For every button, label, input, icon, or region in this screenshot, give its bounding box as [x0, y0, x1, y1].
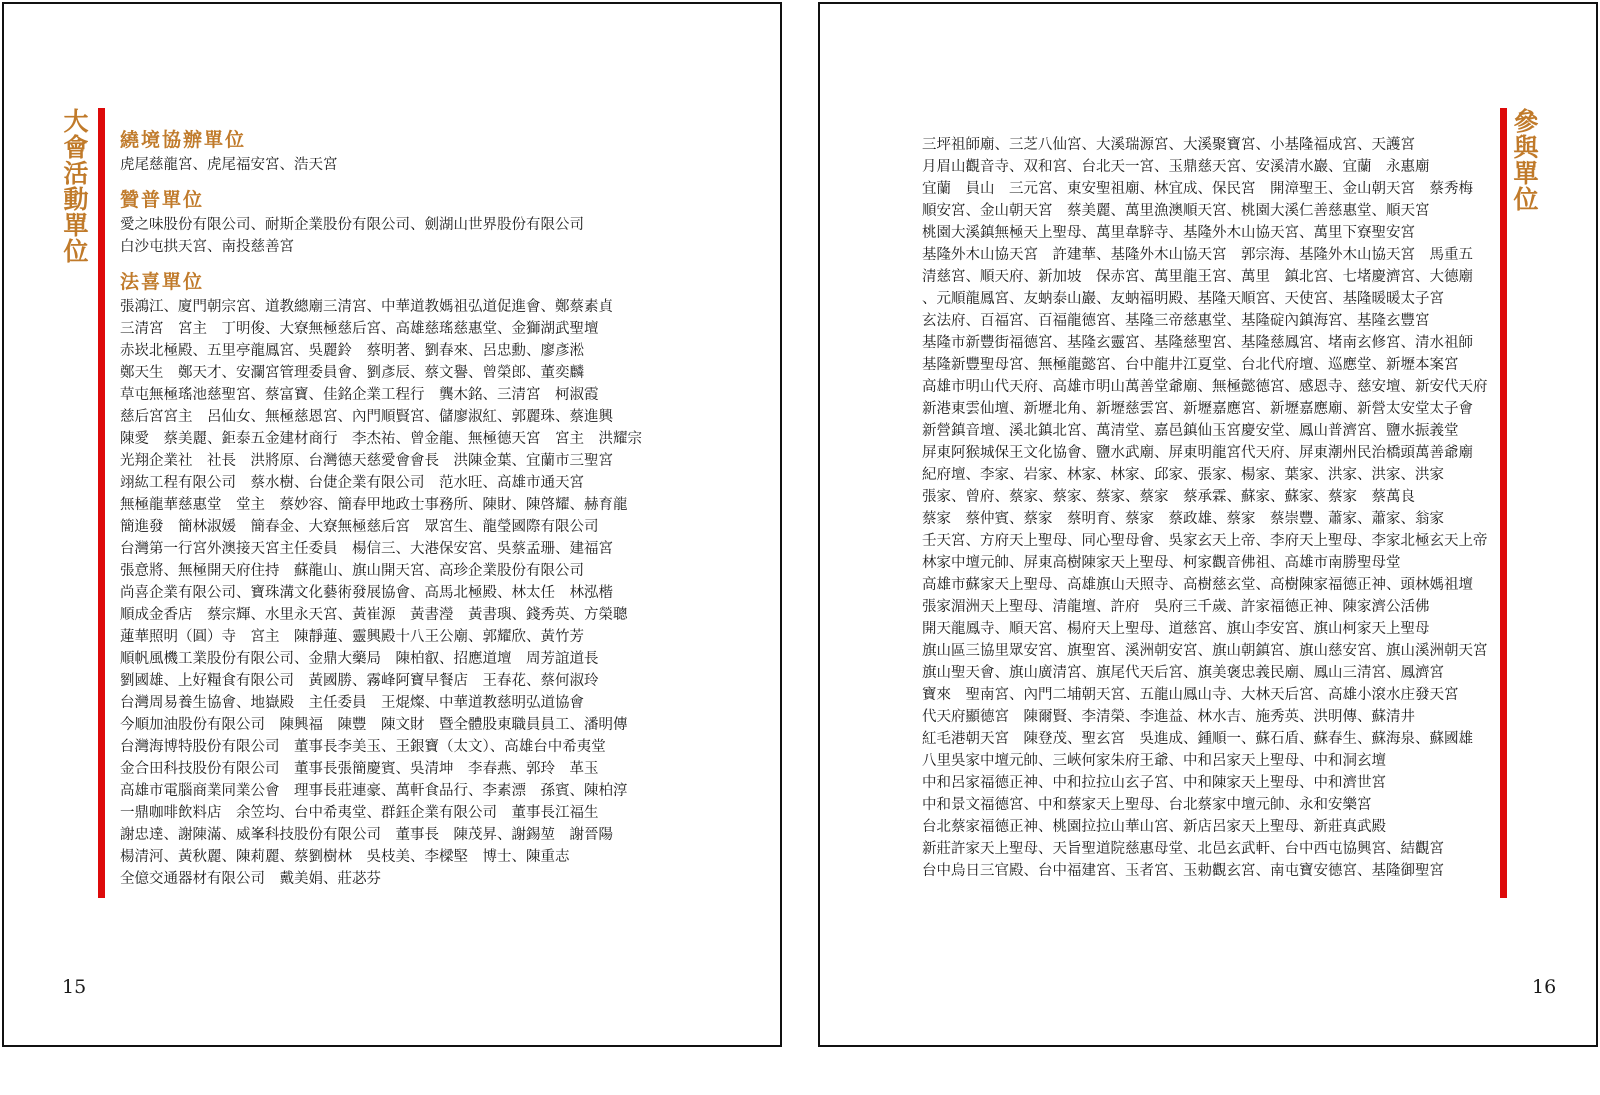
- text-line: 新營鎮音壇、溪北鎮北宮、萬清堂、嘉邑鎮仙玉宮慶安堂、鳳山普濟宮、鹽水振義堂: [922, 423, 1459, 439]
- text-line: 八里吳家中壇元帥、三峽何家朱府王爺、中和呂家天上聖母、中和洞玄壇: [922, 753, 1386, 769]
- text-line: 高雄市蘇家天上聖母、高雄旗山天照寺、高樹慈玄堂、高樹陳家福德正神、頭林媽祖壇: [922, 577, 1473, 593]
- text-line: 台灣海博特股份有限公司 董事長李美玉、王銀寶（太文）、高雄台中希夷堂: [120, 739, 606, 755]
- text-line: 光翔企業社 社長 洪將原、台灣德天慈愛會會長 洪陳金葉、宜蘭市三聖宮: [120, 453, 613, 469]
- text-line: 基隆市新豐街福德宮、基隆玄靈宮、基隆慈聖宮、基隆慈鳳宮、堵南玄修宮、清水祖師: [922, 335, 1473, 351]
- text-line: 紀府壇、李家、岩家、林家、林家、邱家、張家、楊家、葉家、洪家、洪家、洪家: [922, 467, 1444, 483]
- text-line: 開天龍鳳寺、順天宮、楊府天上聖母、道慈宮、旗山李安宮、旗山柯家天上聖母: [922, 621, 1430, 637]
- text-line: 鄭天生 鄭天才、安瀾宮管理委員會、劉彥辰、蔡文譽、曾榮郎、董奕麟: [120, 365, 584, 381]
- text-line: 基隆外木山協天宮 許建華、基隆外木山協天宮 郭宗海、基隆外木山協天宮 馬重五: [922, 247, 1473, 263]
- right-vertical-title: 參與單位: [1510, 108, 1539, 212]
- text-line: 三清宮 宮主 丁明俊、大寮無極慈后宮、高雄慈瑤慈惠堂、金獅湖武聖壇: [120, 321, 599, 337]
- text-line: 中和呂家福德正神、中和拉拉山玄子宮、中和陳家天上聖母、中和濟世宮: [922, 775, 1386, 791]
- text-line: 三坪祖師廟、三芝八仙宮、大溪瑞源宮、大溪聚寶宮、小基隆福成宮、天護宮: [922, 137, 1415, 153]
- text-line: 張鴻江、廈門朝宗宮、道教總廟三清宮、中華道教媽祖弘道促進會、鄭蔡素貞: [120, 299, 613, 315]
- text-line: 金合田科技股份有限公司 董事長張簡慶賓、吳清坤 李春燕、郭玲 革玉: [120, 761, 599, 777]
- left-page: [2, 2, 782, 1047]
- left-red-bar: [98, 108, 105, 898]
- text-line: 紅毛港朝天宮 陳登茂、聖玄宮 吳進成、鍾順一、蘇石盾、蘇春生、蘇海泉、蘇國雄: [922, 731, 1473, 747]
- text-line: 楊清河、黃秋麗、陳莉麗、蔡劉樹林 吳枝美、李樑堅 博士、陳重志: [120, 849, 570, 865]
- text-line: 草屯無極瑤池慈聖宮、蔡富寶、佳銘企業工程行 龔木銘、三清宮 柯淑霞: [120, 387, 599, 403]
- text-line: 張家、曾府、蔡家、蔡家、蔡家、蔡家 蔡承霖、蘇家、蘇家、蔡家 蔡萬良: [922, 489, 1415, 505]
- text-line: 順成金香店 蔡宗輝、水里永天宮、黃崔源 黃書瀅 黃書璵、錢秀英、方榮聰: [120, 607, 628, 623]
- right-page: [818, 2, 1598, 1047]
- text-line: 屏東阿猴城保王文化協會、鹽水武廟、屏東明龍宮代天府、屏東潮州民治橋頭萬善爺廟: [922, 445, 1473, 461]
- text-line: 、元順龍鳳宮、友蚋泰山巖、友蚋福明殿、基隆天順宮、天使宮、基隆暖暖太子宮: [922, 291, 1444, 307]
- text-line: 新莊許家天上聖母、天旨聖道院慈惠母堂、北邑玄武軒、台中西屯協興宮、結觀宮: [922, 841, 1444, 857]
- text-line: 基隆新豐聖母宮、無極龍懿宮、台中龍井江夏堂、台北代府壇、巡應堂、新壢本案宮: [922, 357, 1459, 373]
- text-line: 謝忠達、謝陳滿、威峯科技股份有限公司 董事長 陳茂昇、謝錫堃 謝晉陽: [120, 827, 613, 843]
- text-line: 台中烏日三官殿、台中福建宮、玉者宮、玉勅觀玄宮、南屯寶安德宮、基隆御聖宮: [922, 863, 1444, 879]
- text-line: 順安宮、金山朝天宮 蔡美麗、萬里漁澳順天宮、桃園大溪仁善慈惠堂、順天宮: [922, 203, 1430, 219]
- text-line: 蓮華照明（圓）寺 宮主 陳靜蓮、靈興殿十八王公廟、郭耀欣、黃竹芳: [120, 629, 584, 645]
- text-line: 尚喜企業有限公司、寶珠溝文化藝術發展協會、高馬北極殿、林太任 林泓楷: [120, 585, 613, 601]
- text-line: 劉國雄、上好糧食有限公司 黃國勝、霧峰阿寶早餐店 王春花、蔡何淑玲: [120, 673, 599, 689]
- text-line: 陳愛 蔡美麗、鉅泰五金建材商行 李杰祐、曾金龍、無極德天宮 宮主 洪耀宗: [120, 431, 642, 447]
- text-line: 旗山區三協里眾安宮、旗聖宮、溪洲朝安宮、旗山朝鎮宮、旗山慈安宮、旗山溪洲朝天宮: [922, 643, 1487, 659]
- text-line: 高雄市明山代天府、高雄市明山萬善堂爺廟、無極懿德宮、感恩寺、慈安壇、新安代天府: [922, 379, 1487, 395]
- text-line: 清慈宮、順天府、新加坡 保赤宮、萬里龍王宮、萬里 鎮北宮、七堵慶濟宮、大德廟: [922, 269, 1473, 285]
- text-line: 台灣第一行宮外澳接天宮主任委員 楊信三、大港保安宮、吳蔡孟珊、建福宮: [120, 541, 613, 557]
- right-content: [922, 134, 1487, 882]
- section-body: [120, 214, 680, 258]
- section-heading: 繞境協辦單位: [120, 129, 247, 151]
- text-line: 宜蘭 員山 三元宮、東安聖祖廟、林宜成、保民宮 開漳聖王、金山朝天宮 蔡秀梅: [922, 181, 1473, 197]
- text-line: 張意將、無極開天府住持 蘇龍山、旗山開天宮、高珍企業股份有限公司: [120, 563, 584, 579]
- text-line: 簡進發 簡林淑媛 簡春金、大寮無極慈后宮 眾宮生、龍瑩國際有限公司: [120, 519, 599, 535]
- text-line: 赤崁北極殿、五里亭龍鳳宮、吳麗鈴 蔡明著、劉春來、呂忠勳、廖彥淞: [120, 343, 584, 359]
- text-line: 桃園大溪鎮無極天上聖母、萬里韋騂寺、基隆外木山協天宮、萬里下寮聖安宮: [922, 225, 1415, 241]
- text-line: 玄法府、百福宮、百福龍德宮、基隆三帝慈惠堂、基隆碇內鎮海宮、基隆玄豐宮: [922, 313, 1430, 329]
- text-line: 高雄市電腦商業同業公會 理事長莊連豪、萬軒食品行、李素漂 孫賓、陳柏淳: [120, 783, 628, 799]
- right-page-number: 16: [1532, 976, 1557, 998]
- text-line: 台灣周易養生協會、地嶽殿 主任委員 王焜燦、中華道教慈明弘道協會: [120, 695, 584, 711]
- left-content: [120, 128, 680, 902]
- text-line: 蔡家 蔡仲賓、蔡家 蔡明育、蔡家 蔡政雄、蔡家 蔡崇豐、蕭家、蕭家、翁家: [922, 511, 1444, 527]
- text-line: 張家湄洲天上聖母、清龍壇、許府 吳府三千歲、許家福德正神、陳家濟公活佛: [922, 599, 1430, 615]
- section-body: [120, 296, 680, 890]
- text-line: 全億交通器材有限公司 戴美娟、莊苾芬: [120, 871, 381, 887]
- text-line: 寶來 聖南宮、內門二埔朝天宮、五龍山鳳山寺、大林天后宮、高雄小滾水庄發天宮: [922, 687, 1459, 703]
- text-line: 虎尾慈龍宮、虎尾福安宮、浩天宮: [120, 157, 338, 173]
- text-line: 翊紘工程有限公司 蔡水樹、台倢企業有限公司 范水旺、高雄市通天宮: [120, 475, 584, 491]
- text-line: 壬天宮、方府天上聖母、同心聖母會、吳家玄天上帝、李府天上聖母、李家北極玄天上帝: [922, 533, 1487, 549]
- section-heading: 法喜單位: [120, 271, 205, 293]
- text-line: 慈后宮宮主 呂仙女、無極慈恩宮、內門順賢宮、儲廖淑紅、郭麗珠、蔡進興: [120, 409, 613, 425]
- text-line: 台北蔡家福德正神、桃園拉拉山華山宮、新店呂家天上聖母、新莊真武殿: [922, 819, 1386, 835]
- text-line: 月眉山觀音寺、双和宮、台北天一宮、玉鼎慈天宮、安溪清水巖、宜蘭 永惠廟: [922, 159, 1430, 175]
- text-line: 林家中壇元帥、屏東高樹陳家天上聖母、柯家觀音佛祖、高雄市南勝聖母堂: [922, 555, 1401, 571]
- text-line: 一鼎咖啡飲料店 余笠均、台中希夷堂、群鈺企業有限公司 董事長江福生: [120, 805, 599, 821]
- text-line: 白沙屯拱天宮、南投慈善宮: [120, 239, 294, 255]
- right-red-bar: [1500, 108, 1507, 898]
- text-line: 中和景文福德宮、中和蔡家天上聖母、台北蔡家中壇元帥、永和安樂宮: [922, 797, 1372, 813]
- text-line: 旗山聖天會、旗山廣清宮、旗尾代天后宮、旗美褒忠義民廟、鳳山三清宮、鳳濟宮: [922, 665, 1444, 681]
- text-line: 愛之味股份有限公司、耐斯企業股份有限公司、劍湖山世界股份有限公司: [120, 217, 584, 233]
- section-heading: 贊普單位: [120, 189, 205, 211]
- text-line: 新港東雲仙壇、新壢北角、新壢慈雲宮、新壢嘉應宮、新壢嘉應廟、新營太安堂太子會: [922, 401, 1473, 417]
- text-line: 順帆風機工業股份有限公司、金鼎大藥局 陳柏叡、招應道壇 周芳誼道長: [120, 651, 599, 667]
- left-page-number: 15: [62, 976, 87, 998]
- text-line: 今順加油股份有限公司 陳興福 陳豐 陳文財 暨全體股東職員員工、潘明傳: [120, 717, 628, 733]
- left-vertical-title: 大會活動單位: [60, 108, 89, 264]
- text-line: 無極龍華慈惠堂 堂主 蔡妙容、簡春甲地政士事務所、陳財、陳啓耀、赫育龍: [120, 497, 628, 513]
- text-line: 代天府顯德宮 陳爾賢、李清榮、李進益、林水吉、施秀英、洪明傳、蘇清井: [922, 709, 1415, 725]
- section-body: [120, 154, 680, 176]
